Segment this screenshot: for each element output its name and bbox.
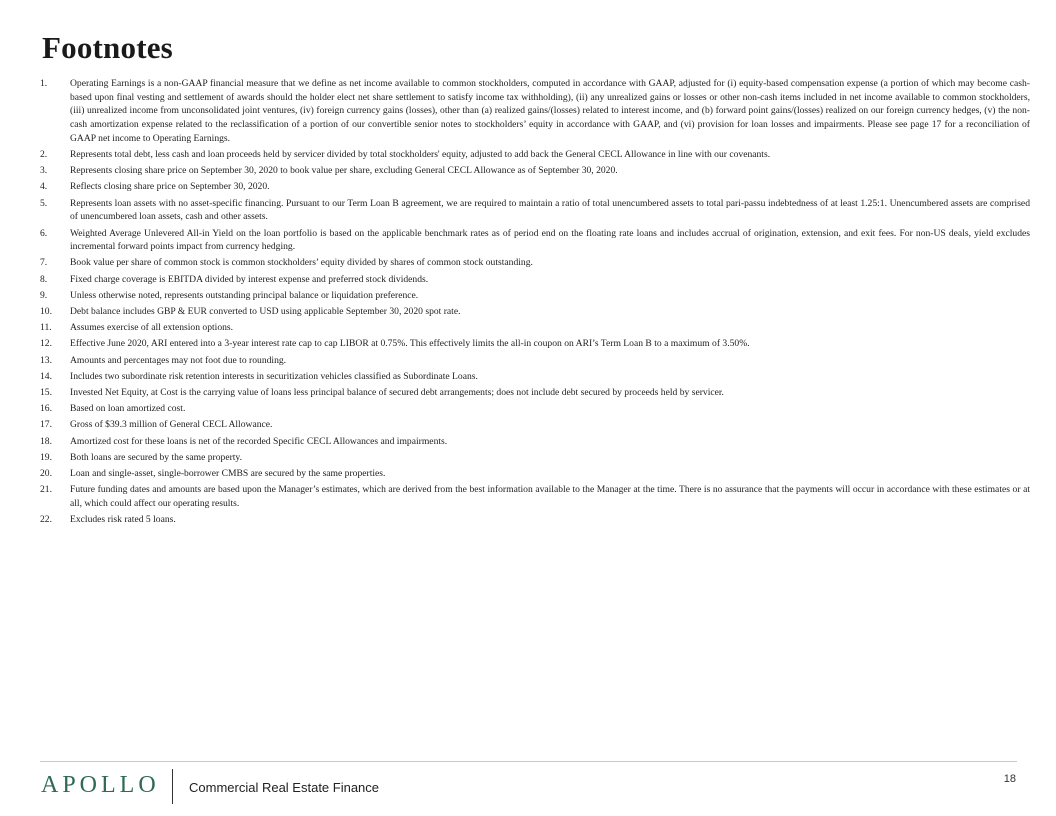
footnote-item — [40, 321, 1030, 335]
footnote-item — [40, 227, 1030, 254]
footnote-text: Book value per share of common stock is common stockholders’ equity divided by shares of common stock outstanding. — [70, 257, 533, 269]
footnote-item — [40, 483, 1030, 510]
footnote-text: Operating Earnings is a non-GAAP financial measure that we define as net income available to common stockholders, computed in accordance with GAAP, adjusted for (i) equity-based compensation expense (a portion of which may become cash-based upon final vesting and settlement of awards should the holder elect net share settlement to satisfy income tax withholding), (ii) any unrealized gains or losses or other non-cash items included in net income available to common stockholders, (iii) unrealized income from unconsolidated joint ventures, (iv) foreign currency gains (losses), other than (a) realized gains/(losses) related to interest income, and (b) forward point gains/(losses) realized on our foreign currency hedges, (v) the non-cash amortization expense related to the reclassification of a portion of our convertible senior notes to stockholders’ equity in accordance with GAAP, and (vi) provision for loan losses and impairments. Please see page 17 for a reconciliation of GAAP net income to Operating Earnings. — [70, 78, 1030, 144]
footnote-item — [40, 386, 1030, 400]
footnote-text: Gross of $39.3 million of General CECL Allowance. — [70, 419, 273, 431]
footnote-number: 18. — [40, 435, 52, 447]
footnote-item — [40, 370, 1030, 384]
footnote-text: Loan and single-asset, single-borrower CMBS are secured by the same properties. — [70, 468, 386, 480]
footnote-item — [40, 77, 1030, 146]
footnote-text: Invested Net Equity, at Cost is the carrying value of loans less principal balance of secured debt arrangements; does not include debt secured by proceeds held by servicer. — [70, 387, 724, 399]
footnote-text: Fixed charge coverage is EBITDA divided by interest expense and preferred stock dividends. — [70, 273, 429, 285]
footnote-number: 17. — [40, 419, 52, 431]
footnote-number: 10. — [40, 306, 52, 318]
footnote-number: 5. — [40, 197, 48, 209]
footnote-number: 1. — [40, 78, 48, 89]
footnote-text: Reflects closing share price on September 30, 2020. — [70, 181, 270, 193]
footnote-number: 11. — [40, 322, 52, 334]
footnote-text: Amortized cost for these loans is net of the recorded Specific CECL Allowances and impairments. — [70, 435, 448, 447]
footnote-text: Unless otherwise noted, represents outstanding principal balance or liquidation preference. — [70, 289, 419, 301]
footnote-number: 15. — [40, 387, 52, 399]
footnote-number: 4. — [40, 181, 48, 193]
footnote-item — [40, 435, 1030, 449]
footnote-text: Both loans are secured by the same property. — [70, 451, 243, 463]
logo-separator — [172, 769, 173, 804]
footnote-text: Excludes risk rated 5 loans. — [70, 514, 176, 526]
footnote-item — [40, 256, 1030, 270]
footnote-item — [40, 305, 1030, 319]
footnote-item — [40, 289, 1030, 303]
footnote-text: Amounts and percentages may not foot due to rounding. — [70, 354, 287, 366]
footnote-item — [40, 354, 1030, 368]
footnote-number: 20. — [40, 468, 52, 480]
footnote-number: 9. — [40, 289, 48, 301]
footnote-number: 16. — [40, 403, 52, 415]
footnote-item — [40, 148, 1030, 162]
footnote-text: Weighted Average Unlevered All-in Yield on the loan portfolio is based on the applicable benchmark rates as of period end on the floating rate loans and includes accrual of origination, extension, and exit fees. For non-US deals, yield excludes incremental forward points impact from currency hedging. — [70, 227, 1030, 253]
footnote-text: Debt balance includes GBP & EUR converted to USD using applicable September 30, 2020 spot rate. — [70, 306, 461, 318]
footnote-item — [40, 180, 1030, 194]
footnote-number: 12. — [40, 338, 52, 350]
footnote-item — [40, 451, 1030, 465]
footnote-number: 2. — [40, 149, 48, 161]
footnote-text: Represents closing share price on September 30, 2020 to book value per share, excluding General CECL Allowance as of September 30, 2020. — [70, 165, 618, 177]
page-title: Footnotes — [42, 30, 173, 65]
footnote-item — [40, 164, 1030, 178]
apollo-logo: APOLLO — [41, 772, 160, 798]
footnote-item — [40, 197, 1030, 224]
footer-divider — [40, 761, 1017, 762]
page-number: 18 — [1003, 773, 1016, 785]
footnote-number: 19. — [40, 451, 52, 463]
footnote-number: 8. — [40, 273, 48, 285]
footnote-number: 14. — [40, 370, 52, 382]
footnote-item — [40, 418, 1030, 432]
footnotes-list — [40, 77, 1030, 529]
division-name: Commercial Real Estate Finance — [189, 780, 380, 795]
footnote-item — [40, 467, 1030, 481]
footnote-number: 3. — [40, 165, 48, 177]
footnote-text: Assumes exercise of all extension options. — [70, 322, 234, 334]
footnote-number: 6. — [40, 227, 48, 239]
footnote-item — [40, 402, 1030, 416]
footnote-number: 13. — [40, 354, 52, 366]
footnote-text: Represents total debt, less cash and loan proceeds held by servicer divided by total stockholders' equity, adjusted to add back the General CECL Allowance in line with our covenants. — [70, 149, 771, 161]
footnote-text: Effective June 2020, ARI entered into a 3-year interest rate cap to cap LIBOR at 0.75%. This effectively limits the all-in coupon on ARI’s Term Loan B to a maximum of 3.50%. — [70, 338, 750, 350]
footnote-item — [40, 273, 1030, 287]
footnote-number: 7. — [40, 257, 48, 269]
footnote-item — [40, 513, 1030, 527]
footnote-number: 22. — [40, 514, 52, 526]
footnote-text: Future funding dates and amounts are based upon the Manager’s estimates, which are derived from the best information available to the Manager at the time. There is no assurance that the payments will occur in accordance with these estimates or at all, which could affect our operating results. — [70, 484, 1030, 509]
footnote-text: Includes two subordinate risk retention interests in securitization vehicles classified as Subordinate Loans. — [70, 370, 478, 382]
footnote-text: Based on loan amortized cost. — [70, 403, 186, 415]
footnote-item — [40, 337, 1030, 351]
footnote-text: Represents loan assets with no asset-specific financing. Pursuant to our Term Loan B agreement, we are required to maintain a ratio of total unencumbered assets to total pari-passu indebtedness of at least 1.25:1. Unencumbered assets are comprised of unencumbered loan assets, cash and other assets. — [70, 197, 1030, 223]
footnote-number: 21. — [40, 484, 52, 496]
